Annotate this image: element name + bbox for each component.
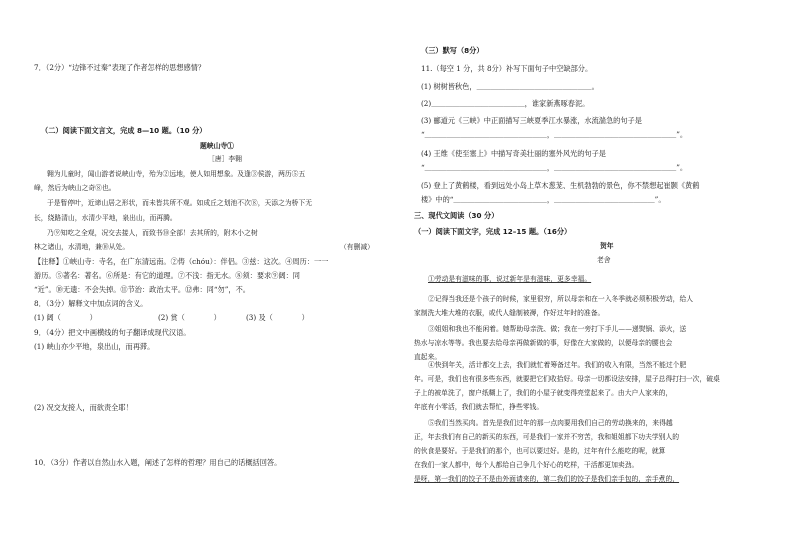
q11-item-1: [421, 82, 599, 92]
question-8-blank-2[interactable]: (2) 赏（ ）: [158, 313, 221, 322]
poem-title: 题峡山寺①: [200, 142, 234, 150]
article-line: ④快到年关，活计都交上去，我们就忙着筹备过年。我们的收入有限，当然不能过个肥: [428, 361, 687, 369]
article-line: 家制洗大堆大堆的衣服，或代人缝制被褥，作好过年时的准备。: [414, 309, 605, 317]
poem-author: ［唐］李翱: [208, 155, 242, 163]
q11-item-2-text: 谁家新燕啄春泥。: [531, 99, 590, 108]
question-10: 10．（3分）作者以自然山水入题，阐述了怎样的哲理？用自己的话概括回答。: [34, 458, 282, 467]
q11-item-3: (3) 郦道元《三峡》中正面描写三峡夏季江水暴涨，水流湍急的句子是: [421, 116, 642, 125]
q11-item-2-num: (2): [421, 99, 432, 108]
q11-item-1-text: (1) 树树皆秋色，: [421, 82, 477, 91]
question-11: 11.（每空 1 分，共 8分）补写下面句子中空缺部分。: [421, 64, 593, 73]
q11-item-2-blank[interactable]: ＿＿＿＿＿＿＿＿＿＿＿＿＿，: [431, 99, 532, 108]
article-line: ③姐姐和我也不能闲着。她帮助母亲洗、做；我在一旁打下手儿——递熨锅、添火，送: [428, 325, 687, 333]
passage-line: 于是暂停叶，近谛山居之形状，而未皆共所不观。如成丘之划池不次⑧，天添之为桥下无: [47, 199, 313, 207]
question-8: 8．（3分）解释文中加点词的含义。: [34, 299, 148, 308]
q11-item-5: (5) 登上了黄鹤楼，看到远处小岛上草木葱茏、生机勃勃的景色，你不禁想起崔颢《黄鹤: [421, 181, 700, 190]
q11-item-5-blank[interactable]: 楼》中的“＿＿＿＿＿＿＿＿＿＿＿＿＿，＿＿＿＿＿＿＿＿＿＿＿＿＿＿”。: [421, 195, 666, 204]
article-paragraph-1: ①劳动是有滋味的事，说过新年是有滋味，更多幸福。: [428, 275, 592, 283]
passage-line: 峰，然后为峡山之奇⑧也。: [34, 184, 116, 192]
passage-line: 长，绕路清山，水清少平地，泉出山，而再腾。: [34, 214, 177, 222]
passage-line: 翱为儿童时，闻山游者说峡山寺，殆为②远地，使人如用想象。及逢③侯游，两历⑤五: [47, 170, 306, 178]
article-line: 是呀，第一我们的饺子不是由外面请来的，第二我们的饺子是我们亲手包的，亲手煮的，: [414, 475, 680, 483]
article-line: 的伙食是要好。于是我们的那个，也可以要过好。是的，过年有什么能吃的呢，就算: [414, 447, 666, 455]
article-line: 年。可是，我们也有很多些东西，就要把它们收拾好。母亲一切都设法安排，屋子总得打扫一次，破桌: [414, 375, 720, 383]
article-line: 年底有小零活，我们就去帮忙，挣些零钱。: [414, 403, 544, 411]
passage-line: 乃⑨知吃之全观，况交去接人，而致书⑩全部！去其所的，附木小之树: [47, 229, 258, 237]
question-9: 9．（4分）把文中画横线的句子翻译成现代汉语。: [34, 328, 191, 337]
section-2-title: （二）阅读下面文言文，完成 8—10 题。（10 分）: [41, 126, 207, 135]
question-8-blank-3[interactable]: (3) 及（ ）: [246, 313, 309, 322]
question-8-blank-1[interactable]: (1) 阔（ ）: [34, 313, 97, 322]
q11-item-2: [421, 99, 589, 109]
article-line: 正，年去我们有自己的新买的东西，可是我们一家并不穷苦，我和姐姐都下功夫学别人的: [414, 433, 680, 441]
annotation-line: 游历。⑤著名：著名。⑥所是：有它的道理。⑦不浅：指无水。⑧须：要求⑨阔：同: [34, 271, 300, 280]
subsection-1-title: （一）阅读下面文字，完成 12–15 题。（16分）: [414, 227, 572, 236]
section-3-main-title: 三、现代文阅读（30 分）: [414, 211, 499, 220]
q11-item-4: (4) 王维《使至塞上》中描写奇美壮丽的塞外风光的句子是: [421, 149, 606, 158]
article-line: 热水与凉水等等。我也要去给母亲再做新做的事，好像在大家做的，以便母亲的腰也会: [414, 339, 673, 347]
article-line: 直起来。: [414, 353, 442, 361]
question-9-item-1: (1) 峡山亦少平地，泉出山，而再滞。: [34, 342, 155, 351]
article-title: 贺年: [600, 242, 614, 250]
article-line: ⑤我们当然买肉。首先是我们过年的那一点肉要用我们自己的劳动换来的，来得越: [428, 419, 673, 427]
annotation-line: “近”。⑩无遗：不会失掉。⑪节治：政治太平。⑫弗：同“勿”，不。: [34, 285, 250, 294]
article-line: 在我们一家人都中，每个人都给自己争几个好心的吃样，干活都更加卖劲。: [414, 461, 639, 469]
q11-item-4-blank[interactable]: “＿＿＿＿＿＿＿＿＿＿＿＿＿＿＿＿＿，＿＿＿＿＿＿＿＿＿＿＿＿＿＿＿＿＿”。: [421, 163, 688, 172]
article-author: 老舍: [597, 256, 611, 264]
article-line: 子上的被单洗了，窗户纸糊上了，我们的小屋子就变得亮堂起来了。由大户人家来的，: [414, 389, 673, 397]
q11-item-3-blank[interactable]: “＿＿＿＿＿＿＿＿＿＿＿＿＿＿＿＿＿，＿＿＿＿＿＿＿＿＿＿＿＿＿＿＿＿＿”。: [421, 130, 688, 139]
annotation-line: 【注释】①峡山寺：寺名，在广东清远南。②俦（chóu）：伴侣。③兹：这次。④周历：一一: [34, 257, 329, 266]
passage-line: 林之诸山，水清地，兼⑩从处。: [34, 243, 130, 251]
article-line: ②记得当我还是个孩子的时候，家里很穷，所以母亲和在一入冬季就必须积极劳动，给人: [428, 295, 694, 303]
q11-item-1-blank[interactable]: ＿＿＿＿＿＿＿＿＿＿＿＿＿＿＿＿。: [476, 82, 599, 91]
section-3-title: （三）默写（8分）: [421, 46, 484, 55]
question-9-item-2: (2) 况交友接人，而欲责全耶！: [34, 403, 133, 412]
passage-source: （有删减）: [340, 243, 374, 251]
question-7: 7．（2分）“边锋不过秦”表现了作者怎样的思想感情？: [34, 63, 206, 72]
